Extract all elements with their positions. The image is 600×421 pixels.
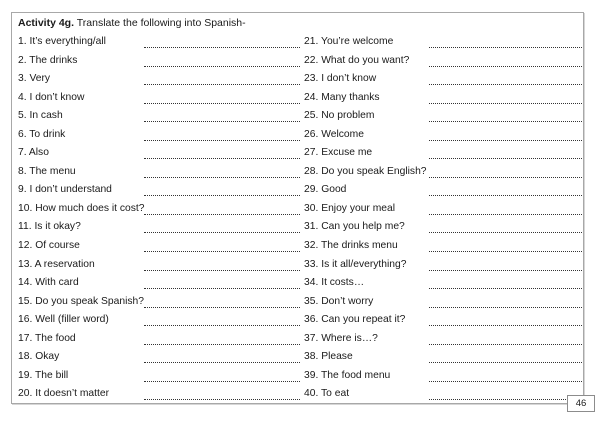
answer-blank[interactable] (144, 149, 300, 159)
answer-blank[interactable] (429, 57, 582, 67)
question-prompt: You’re welcome (321, 36, 394, 47)
question-prompt: The drinks (29, 54, 78, 66)
answer-blank[interactable] (429, 205, 582, 215)
activity-title (18, 17, 246, 30)
answer-blank[interactable] (429, 372, 582, 382)
question-prompt: The menu (29, 165, 76, 177)
question-text (18, 313, 109, 326)
answer-blank[interactable] (144, 131, 300, 141)
activity-label: Activity 4g. (18, 17, 75, 29)
question-prompt: Good (321, 184, 347, 196)
question-prompt: I don’t know (29, 91, 85, 103)
question-number: 27. (304, 147, 319, 159)
question-prompt: Very (29, 73, 51, 85)
question-number: 7. (18, 147, 27, 159)
question-number: 6. (18, 128, 27, 140)
question-number: 12. (18, 240, 33, 252)
question-text (18, 72, 50, 85)
answer-blank[interactable] (429, 298, 582, 308)
answer-blank[interactable] (429, 223, 582, 233)
answer-blank[interactable] (144, 112, 300, 122)
question-text (18, 91, 84, 104)
question-number: 34. (304, 277, 319, 289)
question-text (18, 128, 65, 141)
question-prompt: Where is…? (321, 332, 378, 344)
question-number: 40. (304, 388, 319, 400)
answer-blank[interactable] (429, 131, 582, 141)
question-number: 2. (18, 54, 27, 66)
question-prompt: Is it all/everything? (321, 258, 407, 270)
question-prompt: Do you speak Spanish? (35, 295, 144, 307)
question-number: 1. (18, 36, 27, 47)
question-number: 21. (304, 36, 319, 47)
question-prompt: Do you speak English? (321, 165, 427, 177)
answer-blank[interactable] (144, 372, 300, 382)
question-prompt: It’s everything/all (29, 36, 106, 47)
question-number: 26. (304, 128, 319, 140)
question-number: 3. (18, 73, 27, 85)
question-number: 29. (304, 184, 319, 196)
question-number: 4. (18, 91, 27, 103)
question-number: 8. (18, 165, 27, 177)
question-text (18, 295, 144, 308)
question-text (18, 220, 81, 233)
question-text (18, 109, 63, 122)
question-prompt: Please (321, 351, 353, 363)
answer-blank[interactable] (429, 242, 582, 252)
question-number: 20. (18, 388, 33, 400)
question-number: 30. (304, 202, 319, 214)
answer-blank[interactable] (144, 75, 300, 85)
question-number: 13. (18, 258, 33, 270)
question-number: 25. (304, 110, 319, 122)
question-prompt: What do you want? (321, 54, 410, 66)
page-number: 46 (567, 395, 595, 412)
question-prompt: I don’t know (321, 73, 377, 85)
answer-blank[interactable] (144, 94, 300, 104)
answer-blank[interactable] (429, 390, 582, 400)
question-text (18, 258, 95, 271)
answer-blank[interactable] (429, 353, 582, 363)
question-text (304, 239, 398, 252)
answer-blank[interactable] (429, 112, 582, 122)
question-number: 28. (304, 165, 319, 177)
question-text (304, 258, 406, 271)
question-number: 14. (18, 277, 33, 289)
question-text (304, 35, 393, 48)
question-prompt: Well (filler word) (35, 314, 109, 326)
answer-blank[interactable] (144, 279, 300, 289)
question-text (304, 350, 353, 363)
question-prompt: I don’t understand (29, 184, 112, 196)
question-number: 35. (304, 295, 319, 307)
question-text (304, 128, 364, 141)
question-text (304, 369, 390, 382)
question-prompt: With card (35, 277, 79, 289)
question-text (304, 313, 405, 326)
answer-blank[interactable] (144, 335, 300, 345)
answer-blank[interactable] (144, 38, 300, 48)
question-text (304, 146, 372, 159)
answer-blank[interactable] (144, 205, 300, 215)
question-number: 38. (304, 351, 319, 363)
question-prompt: The bill (35, 369, 69, 381)
question-text (18, 387, 109, 400)
question-text (18, 369, 68, 382)
question-text (304, 295, 373, 308)
question-prompt: Is it okay? (34, 221, 81, 233)
question-number: 39. (304, 369, 319, 381)
question-number: 5. (18, 110, 27, 122)
question-number: 24. (304, 91, 319, 103)
question-number: 16. (18, 314, 33, 326)
question-text (18, 239, 80, 252)
question-number: 22. (304, 54, 319, 66)
answer-blank[interactable] (144, 390, 300, 400)
question-prompt: To drink (29, 128, 66, 140)
question-prompt: No problem (321, 110, 375, 122)
answer-blank[interactable] (429, 38, 582, 48)
question-number: 33. (304, 258, 319, 270)
question-number: 17. (18, 332, 33, 344)
answer-blank[interactable] (429, 316, 582, 326)
question-text (304, 183, 346, 196)
question-prompt: It doesn’t matter (35, 388, 110, 400)
answer-blank[interactable] (144, 186, 300, 196)
question-text (304, 220, 405, 233)
answer-blank[interactable] (144, 298, 300, 308)
question-prompt: Can you repeat it? (321, 314, 406, 326)
question-prompt: In cash (29, 110, 63, 122)
question-text (304, 165, 427, 178)
question-prompt: Excuse me (321, 147, 373, 159)
question-text (18, 35, 106, 48)
question-prompt: Welcome (321, 128, 364, 140)
answer-blank[interactable] (144, 316, 300, 326)
answer-blank[interactable] (429, 94, 582, 104)
answer-blank[interactable] (429, 335, 582, 345)
answer-blank[interactable] (429, 149, 582, 159)
answer-blank[interactable] (144, 353, 300, 363)
question-text (18, 276, 79, 289)
question-text (18, 183, 112, 196)
question-prompt: Enjoy your meal (321, 202, 396, 214)
question-text (304, 91, 380, 104)
question-prompt: A reservation (34, 258, 95, 270)
answer-blank[interactable] (144, 57, 300, 67)
question-text (304, 54, 409, 67)
question-number: 36. (304, 314, 319, 326)
question-prompt: The food (35, 332, 76, 344)
question-text (304, 276, 364, 289)
question-prompt: The food menu (321, 369, 391, 381)
question-number: 31. (304, 221, 319, 233)
question-text (18, 202, 145, 215)
question-prompt: Of course (35, 240, 80, 252)
answer-blank[interactable] (144, 261, 300, 271)
question-prompt: The drinks menu (321, 240, 398, 252)
answer-blank[interactable] (429, 75, 582, 85)
question-prompt: It costs… (321, 277, 365, 289)
answer-blank[interactable] (144, 168, 300, 178)
question-text (304, 202, 395, 215)
question-prompt: To eat (321, 388, 350, 400)
question-text (18, 332, 76, 345)
question-text (18, 350, 59, 363)
answer-blank[interactable] (144, 242, 300, 252)
question-prompt: Can you help me? (321, 221, 405, 233)
answer-blank[interactable] (429, 186, 582, 196)
question-prompt: Many thanks (321, 91, 380, 103)
question-number: 10. (18, 202, 33, 214)
activity-instruction: Translate the following into Spanish- (76, 17, 246, 29)
question-prompt: Don’t worry (321, 295, 374, 307)
question-number: 18. (18, 351, 33, 363)
question-prompt: Okay (35, 351, 60, 363)
question-number: 9. (18, 184, 27, 196)
question-text (18, 54, 77, 67)
question-number: 19. (18, 369, 33, 381)
question-number: 37. (304, 332, 319, 344)
question-text (304, 72, 376, 85)
question-prompt: Also (28, 147, 49, 159)
question-text (304, 109, 374, 122)
question-number: 32. (304, 240, 319, 252)
question-number: 11. (18, 221, 32, 233)
question-number: 23. (304, 73, 319, 85)
question-text (18, 165, 76, 178)
answer-blank[interactable] (429, 261, 582, 271)
answer-blank[interactable] (429, 168, 582, 178)
question-text (18, 146, 49, 159)
question-prompt: How much does it cost? (35, 202, 145, 214)
question-text (304, 387, 349, 400)
question-text (304, 332, 378, 345)
question-number: 15. (18, 295, 33, 307)
answer-blank[interactable] (429, 279, 582, 289)
answer-blank[interactable] (144, 223, 300, 233)
